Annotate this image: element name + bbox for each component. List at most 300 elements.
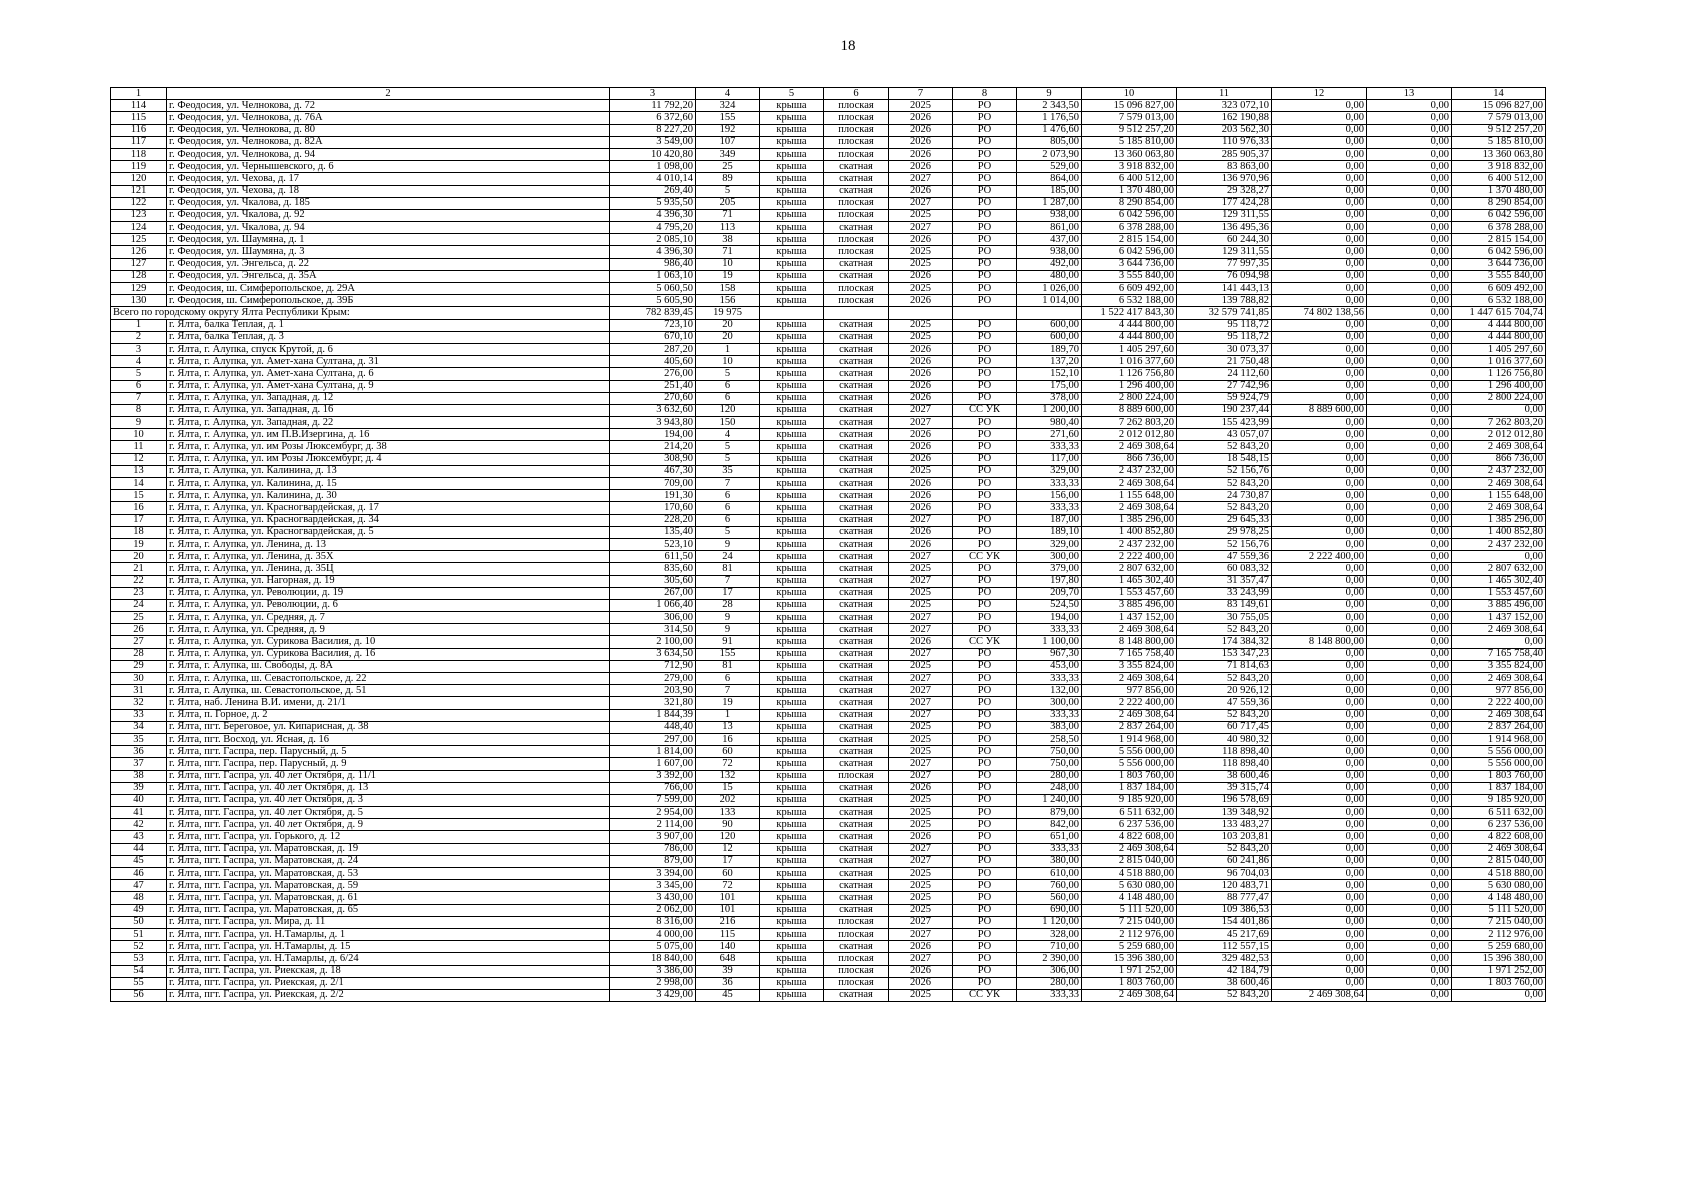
row-number-cell: 28 xyxy=(111,648,167,660)
roof-type-cell xyxy=(824,307,889,319)
control-cost-cell: 20 926,12 xyxy=(1177,685,1272,697)
cost-cell: 6 378 288,00 xyxy=(1082,222,1177,234)
element-cell: крыша xyxy=(760,807,824,819)
total-area-cell: 11 792,20 xyxy=(610,100,696,112)
year-cell: 2027 xyxy=(889,417,953,429)
year-cell: 2025 xyxy=(889,246,953,258)
fund-total-cell: 5 111 520,00 xyxy=(1452,904,1546,916)
cost-cell: 1 803 760,00 xyxy=(1082,770,1177,782)
residents-count-cell: 60 xyxy=(696,868,760,880)
other-funds-cell: 0,00 xyxy=(1367,112,1452,124)
year-cell: 2025 xyxy=(889,868,953,880)
fund-total-cell: 0,00 xyxy=(1452,551,1546,563)
owners-funds-cell: 0,00 xyxy=(1272,161,1367,173)
other-funds-cell: 0,00 xyxy=(1367,953,1452,965)
table-row xyxy=(111,880,1546,892)
work-volume-cell: 2 390,00 xyxy=(1017,953,1082,965)
funding-method-cell: РО xyxy=(953,599,1017,611)
work-volume-cell: 333,33 xyxy=(1017,843,1082,855)
other-funds-cell: 0,00 xyxy=(1367,124,1452,136)
control-cost-cell: 33 243,99 xyxy=(1177,587,1272,599)
fund-total-cell: 2 837 264,00 xyxy=(1452,721,1546,733)
element-cell: крыша xyxy=(760,563,824,575)
roof-type-cell: скатная xyxy=(824,807,889,819)
address-cell: г. Ялта, г. Алупка, ул. Средняя, д. 7 xyxy=(167,612,610,624)
roof-type-cell: скатная xyxy=(824,392,889,404)
element-cell: крыша xyxy=(760,758,824,770)
funding-method-cell: РО xyxy=(953,502,1017,514)
funding-method-cell: РО xyxy=(953,624,1017,636)
control-cost-cell: 133 483,27 xyxy=(1177,819,1272,831)
address-cell: г. Ялта, пгт. Гаспра, ул. 40 лет Октября, д. 5 xyxy=(167,807,610,819)
control-cost-cell: 136 970,96 xyxy=(1177,173,1272,185)
cost-cell: 5 185 810,00 xyxy=(1082,136,1177,148)
table-row xyxy=(111,161,1546,173)
residents-count-cell: 25 xyxy=(696,161,760,173)
residents-count-cell: 12 xyxy=(696,843,760,855)
cost-cell: 1 385 296,00 xyxy=(1082,514,1177,526)
column-number-cell: 8 xyxy=(953,88,1017,100)
row-number-cell: 120 xyxy=(111,173,167,185)
total-area-cell: 3 345,00 xyxy=(610,880,696,892)
row-number-cell: 17 xyxy=(111,514,167,526)
control-cost-cell: 129 311,55 xyxy=(1177,209,1272,221)
owners-funds-cell: 0,00 xyxy=(1272,234,1367,246)
residents-count-cell: 9 xyxy=(696,624,760,636)
other-funds-cell: 0,00 xyxy=(1367,258,1452,270)
address-cell: г. Ялта, г. Алупка, ул. Ленина, д. 35Х xyxy=(167,551,610,563)
control-cost-cell: 30 755,05 xyxy=(1177,612,1272,624)
owners-funds-cell: 0,00 xyxy=(1272,868,1367,880)
funding-method-cell: РО xyxy=(953,928,1017,940)
year-cell: 2025 xyxy=(889,465,953,477)
year-cell: 2027 xyxy=(889,575,953,587)
fund-total-cell: 1 803 760,00 xyxy=(1452,977,1546,989)
address-cell: г. Феодосия, ул. Энгельса, д. 35А xyxy=(167,270,610,282)
element-cell: крыша xyxy=(760,794,824,806)
address-cell: г. Ялта, пгт. Гаспра, ул. Маратовская, д. 65 xyxy=(167,904,610,916)
work-volume-cell: 333,33 xyxy=(1017,624,1082,636)
row-number-cell: 127 xyxy=(111,258,167,270)
total-area-cell: 18 840,00 xyxy=(610,953,696,965)
fund-total-cell: 5 630 080,00 xyxy=(1452,880,1546,892)
row-number-cell: 49 xyxy=(111,904,167,916)
address-cell: г. Ялта, г. Алупка, ул. Сурикова Василия, д. 16 xyxy=(167,648,610,660)
residents-count-cell: 19 xyxy=(696,270,760,282)
roof-type-cell: плоская xyxy=(824,234,889,246)
element-cell: крыша xyxy=(760,928,824,940)
residents-count-cell: 81 xyxy=(696,660,760,672)
year-cell: 2027 xyxy=(889,855,953,867)
total-area-cell: 611,50 xyxy=(610,551,696,563)
table-row xyxy=(111,941,1546,953)
residents-count-cell: 5 xyxy=(696,441,760,453)
residents-count-cell: 91 xyxy=(696,636,760,648)
funding-method-cell: РО xyxy=(953,234,1017,246)
row-number-cell: 55 xyxy=(111,977,167,989)
work-volume-cell: 189,70 xyxy=(1017,343,1082,355)
owners-funds-cell: 0,00 xyxy=(1272,478,1367,490)
fund-total-cell: 1 296 400,00 xyxy=(1452,380,1546,392)
year-cell: 2025 xyxy=(889,746,953,758)
address-cell: г. Ялта, г. Алупка, ул. Западная, д. 22 xyxy=(167,417,610,429)
address-cell: г. Ялта, пгт. Гаспра, ул. Мира, д. 11 xyxy=(167,916,610,928)
element-cell: крыша xyxy=(760,916,824,928)
control-cost-cell: 76 094,98 xyxy=(1177,270,1272,282)
address-cell: г. Ялта, г. Алупка, ул. Революции, д. 6 xyxy=(167,599,610,611)
fund-total-cell: 2 437 232,00 xyxy=(1452,538,1546,550)
work-volume-cell: 333,33 xyxy=(1017,989,1082,1001)
address-cell: г. Феодосия, ул. Чкалова, д. 92 xyxy=(167,209,610,221)
table-row xyxy=(111,758,1546,770)
residents-count-cell: 158 xyxy=(696,283,760,295)
fund-total-cell: 6 378 288,00 xyxy=(1452,222,1546,234)
work-volume-cell: 1 120,00 xyxy=(1017,916,1082,928)
year-cell: 2026 xyxy=(889,368,953,380)
owners-funds-cell: 0,00 xyxy=(1272,904,1367,916)
owners-funds-cell: 0,00 xyxy=(1272,916,1367,928)
element-cell: крыша xyxy=(760,660,824,672)
owners-funds-cell: 0,00 xyxy=(1272,746,1367,758)
roof-type-cell: скатная xyxy=(824,319,889,331)
owners-funds-cell: 0,00 xyxy=(1272,258,1367,270)
total-area-cell: 194,00 xyxy=(610,429,696,441)
total-area-cell: 782 839,45 xyxy=(610,307,696,319)
row-number-cell: 129 xyxy=(111,283,167,295)
roof-type-cell: скатная xyxy=(824,855,889,867)
residents-count-cell: 28 xyxy=(696,599,760,611)
row-number-cell: 29 xyxy=(111,660,167,672)
element-cell: крыша xyxy=(760,404,824,416)
total-area-cell: 3 634,50 xyxy=(610,648,696,660)
funding-method-cell: РО xyxy=(953,148,1017,160)
element-cell: крыша xyxy=(760,685,824,697)
address-cell: г. Ялта, г. Алупка, ул. Революции, д. 19 xyxy=(167,587,610,599)
work-volume-cell: 194,00 xyxy=(1017,612,1082,624)
work-volume-cell: 329,00 xyxy=(1017,465,1082,477)
funding-method-cell: РО xyxy=(953,100,1017,112)
owners-funds-cell: 0,00 xyxy=(1272,807,1367,819)
cost-cell: 13 360 063,80 xyxy=(1082,148,1177,160)
cost-cell: 1 914 968,00 xyxy=(1082,733,1177,745)
control-cost-cell: 52 843,20 xyxy=(1177,989,1272,1001)
work-volume-cell: 560,00 xyxy=(1017,892,1082,904)
fund-total-cell: 2 222 400,00 xyxy=(1452,697,1546,709)
funding-method-cell: РО xyxy=(953,526,1017,538)
control-cost-cell: 52 156,76 xyxy=(1177,465,1272,477)
cost-cell: 7 579 013,00 xyxy=(1082,112,1177,124)
row-number-cell: 19 xyxy=(111,538,167,550)
table-row xyxy=(111,368,1546,380)
residents-count-cell: 107 xyxy=(696,136,760,148)
total-area-cell: 270,60 xyxy=(610,392,696,404)
element-cell: крыша xyxy=(760,112,824,124)
element-cell: крыша xyxy=(760,819,824,831)
work-volume-cell: 1 014,00 xyxy=(1017,295,1082,307)
funding-method-cell: РО xyxy=(953,794,1017,806)
year-cell: 2025 xyxy=(889,807,953,819)
other-funds-cell: 0,00 xyxy=(1367,197,1452,209)
row-number-cell: 34 xyxy=(111,721,167,733)
cost-cell: 6 400 512,00 xyxy=(1082,173,1177,185)
control-cost-cell: 42 184,79 xyxy=(1177,965,1272,977)
cost-cell: 1 971 252,00 xyxy=(1082,965,1177,977)
total-area-cell: 306,00 xyxy=(610,612,696,624)
control-cost-cell: 162 190,88 xyxy=(1177,112,1272,124)
roof-type-cell: плоская xyxy=(824,197,889,209)
year-cell: 2027 xyxy=(889,673,953,685)
total-area-cell: 1 844,39 xyxy=(610,709,696,721)
owners-funds-cell: 0,00 xyxy=(1272,587,1367,599)
year-cell: 2027 xyxy=(889,928,953,940)
element-cell: крыша xyxy=(760,941,824,953)
address-cell: г. Ялта, пгт. Гаспра, ул. Маратовская, д. 19 xyxy=(167,843,610,855)
residents-count-cell: 155 xyxy=(696,648,760,660)
roof-type-cell: скатная xyxy=(824,612,889,624)
fund-total-cell: 5 259 680,00 xyxy=(1452,941,1546,953)
roof-type-cell: скатная xyxy=(824,624,889,636)
row-number-cell: 5 xyxy=(111,368,167,380)
roof-type-cell: скатная xyxy=(824,538,889,550)
row-number-cell: 18 xyxy=(111,526,167,538)
column-number-cell: 14 xyxy=(1452,88,1546,100)
total-area-cell: 4 000,00 xyxy=(610,928,696,940)
total-area-cell: 467,30 xyxy=(610,465,696,477)
element-cell: крыша xyxy=(760,514,824,526)
work-volume-cell: 248,00 xyxy=(1017,782,1082,794)
address-cell: г. Ялта, пгт. Гаспра, пер. Парусный, д. 5 xyxy=(167,746,610,758)
residents-count-cell: 36 xyxy=(696,977,760,989)
address-cell: г. Ялта, пгт. Гаспра, ул. Маратовская, д. 53 xyxy=(167,868,610,880)
year-cell: 2026 xyxy=(889,453,953,465)
cost-cell: 6 609 492,00 xyxy=(1082,283,1177,295)
residents-count-cell: 648 xyxy=(696,953,760,965)
work-volume-cell: 710,00 xyxy=(1017,941,1082,953)
other-funds-cell: 0,00 xyxy=(1367,928,1452,940)
residents-count-cell: 89 xyxy=(696,173,760,185)
residents-count-cell: 1 xyxy=(696,343,760,355)
table-row xyxy=(111,319,1546,331)
owners-funds-cell: 8 148 800,00 xyxy=(1272,636,1367,648)
control-cost-cell: 45 217,69 xyxy=(1177,928,1272,940)
residents-count-cell: 115 xyxy=(696,928,760,940)
fund-total-cell: 7 165 758,40 xyxy=(1452,648,1546,660)
cost-cell: 9 512 257,20 xyxy=(1082,124,1177,136)
control-cost-cell: 52 843,20 xyxy=(1177,673,1272,685)
cost-cell: 15 396 380,00 xyxy=(1082,953,1177,965)
roof-type-cell: скатная xyxy=(824,685,889,697)
roof-type-cell: скатная xyxy=(824,660,889,672)
owners-funds-cell: 0,00 xyxy=(1272,392,1367,404)
other-funds-cell: 0,00 xyxy=(1367,417,1452,429)
residents-count-cell: 24 xyxy=(696,551,760,563)
roof-type-cell: скатная xyxy=(824,222,889,234)
roof-type-cell: скатная xyxy=(824,417,889,429)
total-area-cell: 191,30 xyxy=(610,490,696,502)
fund-total-cell: 9 512 257,20 xyxy=(1452,124,1546,136)
year-cell: 2025 xyxy=(889,904,953,916)
address-cell: г. Ялта, г. Алупка, ул. Ленина, д. 13 xyxy=(167,538,610,550)
funding-method-cell: РО xyxy=(953,343,1017,355)
roof-type-cell: скатная xyxy=(824,843,889,855)
year-cell: 2027 xyxy=(889,648,953,660)
table-row xyxy=(111,868,1546,880)
other-funds-cell: 0,00 xyxy=(1367,807,1452,819)
fund-total-cell: 3 885 496,00 xyxy=(1452,599,1546,611)
total-area-cell: 2 062,00 xyxy=(610,904,696,916)
year-cell: 2026 xyxy=(889,148,953,160)
year-cell: 2026 xyxy=(889,636,953,648)
other-funds-cell: 0,00 xyxy=(1367,161,1452,173)
address-cell: г. Феодосия, ул. Шаумяна, д. 3 xyxy=(167,246,610,258)
owners-funds-cell: 0,00 xyxy=(1272,733,1367,745)
roof-type-cell: скатная xyxy=(824,453,889,465)
control-cost-cell: 52 843,20 xyxy=(1177,502,1272,514)
residents-count-cell: 10 xyxy=(696,258,760,270)
owners-funds-cell: 0,00 xyxy=(1272,697,1367,709)
total-area-cell: 4 010,14 xyxy=(610,173,696,185)
other-funds-cell: 0,00 xyxy=(1367,185,1452,197)
fund-total-cell: 5 185 810,00 xyxy=(1452,136,1546,148)
owners-funds-cell: 0,00 xyxy=(1272,319,1367,331)
control-cost-cell: 52 843,20 xyxy=(1177,843,1272,855)
control-cost-cell: 31 357,47 xyxy=(1177,575,1272,587)
funding-method-cell: РО xyxy=(953,965,1017,977)
total-area-cell: 405,60 xyxy=(610,356,696,368)
address-cell: г. Ялта, г. Алупка, ул. Амет-хана Султана, д. 31 xyxy=(167,356,610,368)
total-area-cell: 276,00 xyxy=(610,368,696,380)
funding-method-cell: РО xyxy=(953,904,1017,916)
funding-method-cell: РО xyxy=(953,807,1017,819)
cost-cell: 1 522 417 843,30 xyxy=(1082,307,1177,319)
roof-type-cell: скатная xyxy=(824,258,889,270)
residents-count-cell: 7 xyxy=(696,575,760,587)
element-cell: крыша xyxy=(760,429,824,441)
year-cell: 2026 xyxy=(889,782,953,794)
address-cell: г. Ялта, г. Алупка, ул. Красногвардейская, д. 34 xyxy=(167,514,610,526)
element-cell: крыша xyxy=(760,148,824,160)
other-funds-cell: 0,00 xyxy=(1367,173,1452,185)
row-number-cell: 47 xyxy=(111,880,167,892)
control-cost-cell: 29 978,25 xyxy=(1177,526,1272,538)
work-volume-cell: 280,00 xyxy=(1017,977,1082,989)
table-row xyxy=(111,928,1546,940)
control-cost-cell: 139 788,82 xyxy=(1177,295,1272,307)
residents-count-cell: 20 xyxy=(696,331,760,343)
address-cell: г. Ялта, пгт. Гаспра, ул. Маратовская, д. 61 xyxy=(167,892,610,904)
table-row xyxy=(111,807,1546,819)
fund-total-cell: 1 447 615 704,74 xyxy=(1452,307,1546,319)
roof-type-cell: скатная xyxy=(824,794,889,806)
row-number-cell: 1 xyxy=(111,319,167,331)
other-funds-cell: 0,00 xyxy=(1367,465,1452,477)
other-funds-cell: 0,00 xyxy=(1367,404,1452,416)
residents-count-cell: 39 xyxy=(696,965,760,977)
total-area-cell: 170,60 xyxy=(610,502,696,514)
total-area-cell: 3 430,00 xyxy=(610,892,696,904)
address-cell: г. Ялта, г. Алупка, ул. Нагорная, д. 19 xyxy=(167,575,610,587)
fund-total-cell: 2 469 308,64 xyxy=(1452,478,1546,490)
control-cost-cell: 47 559,36 xyxy=(1177,697,1272,709)
work-volume-cell: 453,00 xyxy=(1017,660,1082,672)
table-row xyxy=(111,356,1546,368)
control-cost-cell: 27 742,96 xyxy=(1177,380,1272,392)
table-row xyxy=(111,197,1546,209)
table-row xyxy=(111,843,1546,855)
other-funds-cell: 0,00 xyxy=(1367,209,1452,221)
element-cell: крыша xyxy=(760,124,824,136)
address-cell: г. Ялта, балка Теплая, д. 3 xyxy=(167,331,610,343)
fund-total-cell: 7 262 803,20 xyxy=(1452,417,1546,429)
control-cost-cell: 109 386,53 xyxy=(1177,904,1272,916)
year-cell: 2027 xyxy=(889,624,953,636)
roof-type-cell: плоская xyxy=(824,100,889,112)
row-number-cell: 12 xyxy=(111,453,167,465)
address-cell: г. Ялта, г. Алупка, ул. Западная, д. 12 xyxy=(167,392,610,404)
row-number-cell: 40 xyxy=(111,794,167,806)
owners-funds-cell: 0,00 xyxy=(1272,538,1367,550)
control-cost-cell: 40 980,32 xyxy=(1177,733,1272,745)
residents-count-cell: 202 xyxy=(696,794,760,806)
residents-count-cell: 155 xyxy=(696,112,760,124)
cost-cell: 5 556 000,00 xyxy=(1082,758,1177,770)
cost-cell: 2 807 632,00 xyxy=(1082,563,1177,575)
funding-method-cell: РО xyxy=(953,124,1017,136)
cost-cell: 4 518 880,00 xyxy=(1082,868,1177,880)
work-volume-cell: 209,70 xyxy=(1017,587,1082,599)
address-cell: г. Ялта, г. Алупка, ул. Западная, д. 16 xyxy=(167,404,610,416)
address-cell: г. Феодосия, ул. Энгельса, д. 22 xyxy=(167,258,610,270)
year-cell: 2026 xyxy=(889,478,953,490)
year-cell: 2026 xyxy=(889,831,953,843)
year-cell: 2026 xyxy=(889,965,953,977)
fund-total-cell: 1 437 152,00 xyxy=(1452,612,1546,624)
fund-total-cell: 9 185 920,00 xyxy=(1452,794,1546,806)
residents-count-cell: 140 xyxy=(696,941,760,953)
residents-count-cell: 10 xyxy=(696,356,760,368)
owners-funds-cell: 0,00 xyxy=(1272,490,1367,502)
owners-funds-cell: 0,00 xyxy=(1272,197,1367,209)
address-cell: г. Ялта, г. Алупка, ул. им П.В.Изергина, д. 16 xyxy=(167,429,610,441)
address-cell: г. Ялта, пгт. Гаспра, ул. 40 лет Октября, д. 9 xyxy=(167,819,610,831)
year-cell: 2027 xyxy=(889,173,953,185)
column-number-cell: 5 xyxy=(760,88,824,100)
other-funds-cell: 0,00 xyxy=(1367,965,1452,977)
fund-total-cell: 977 856,00 xyxy=(1452,685,1546,697)
row-number-cell: 6 xyxy=(111,380,167,392)
fund-total-cell: 0,00 xyxy=(1452,989,1546,1001)
funding-method-cell: РО xyxy=(953,368,1017,380)
table-row xyxy=(111,258,1546,270)
funding-method-cell: РО xyxy=(953,478,1017,490)
fund-total-cell: 3 644 736,00 xyxy=(1452,258,1546,270)
roof-type-cell: скатная xyxy=(824,819,889,831)
fund-total-cell: 1 465 302,40 xyxy=(1452,575,1546,587)
other-funds-cell: 0,00 xyxy=(1367,697,1452,709)
funding-method-cell: РО xyxy=(953,709,1017,721)
row-number-cell: 25 xyxy=(111,612,167,624)
owners-funds-cell: 0,00 xyxy=(1272,928,1367,940)
other-funds-cell: 0,00 xyxy=(1367,721,1452,733)
address-cell: г. Ялта, г. Алупка, ул. Амет-хана Султана, д. 6 xyxy=(167,368,610,380)
funding-method-cell: РО xyxy=(953,819,1017,831)
fund-total-cell: 6 042 596,00 xyxy=(1452,209,1546,221)
year-cell: 2025 xyxy=(889,660,953,672)
column-number-cell: 2 xyxy=(167,88,610,100)
year-cell: 2027 xyxy=(889,197,953,209)
work-volume-cell: 333,33 xyxy=(1017,673,1082,685)
element-cell: крыша xyxy=(760,380,824,392)
